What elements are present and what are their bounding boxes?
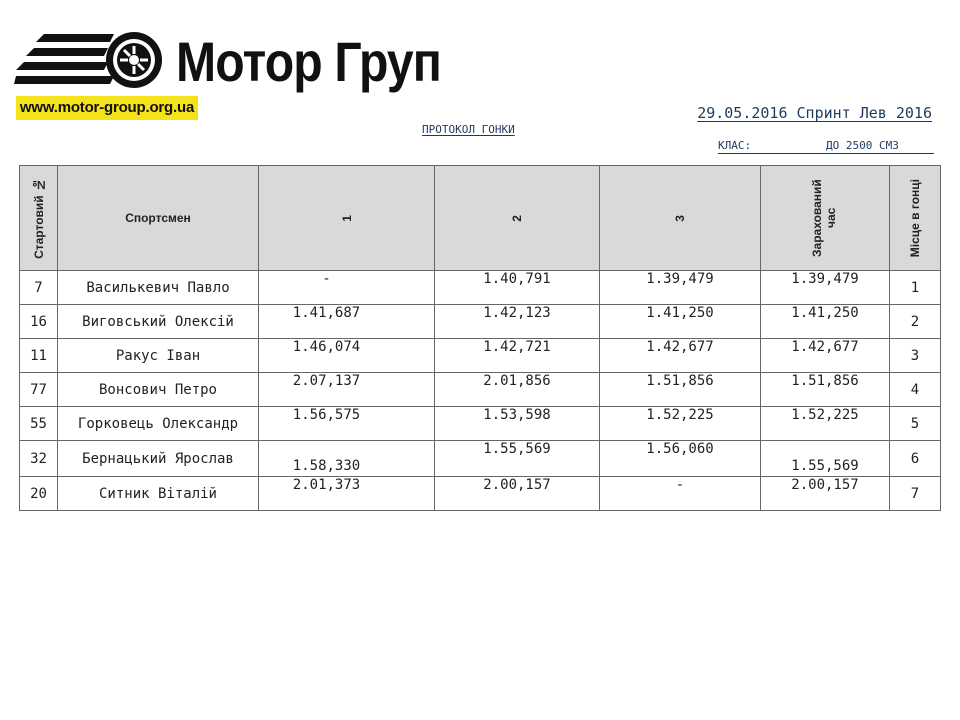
place-cell: 6 <box>890 441 941 477</box>
table-row <box>20 305 941 339</box>
counted-time-cell: 2.00,157 <box>761 477 890 511</box>
counted-time-cell: 1.55,569 <box>761 441 890 477</box>
athlete-name-cell: Виговський Олексій <box>58 305 259 339</box>
class-info <box>718 139 934 154</box>
run-2-cell: 1.42,721 <box>435 339 600 373</box>
run-2-cell: 2.01,856 <box>435 373 600 407</box>
run-2-cell: 1.40,791 <box>435 271 600 305</box>
start-number-cell: 32 <box>20 441 58 477</box>
run-3-cell: - <box>600 477 761 511</box>
run-1-cell: 2.01,373 <box>259 477 435 511</box>
run-1-cell: 2.07,137 <box>259 373 435 407</box>
class-value: ДО 2500 СМ3 <box>826 139 899 152</box>
place-cell: 1 <box>890 271 941 305</box>
athlete-name-cell: Вонсович Петро <box>58 373 259 407</box>
run-3-cell: 1.51,856 <box>600 373 761 407</box>
protocol-title: ПРОТОКОЛ ГОНКИ <box>422 123 515 136</box>
run-3-cell: 1.39,479 <box>600 271 761 305</box>
place-cell: 3 <box>890 339 941 373</box>
header-place: Місце в гонці <box>890 166 941 271</box>
header-counted-time: Зарахований час <box>761 166 890 271</box>
class-label: КЛАС: <box>718 139 752 152</box>
table-row <box>20 441 941 477</box>
place-cell: 5 <box>890 407 941 441</box>
run-1-cell: 1.56,575 <box>259 407 435 441</box>
run-3-cell: 1.56,060 <box>600 441 761 477</box>
results-table <box>19 165 941 511</box>
table-row <box>20 407 941 441</box>
run-3-cell: 1.41,250 <box>600 305 761 339</box>
wheel-logo-icon <box>14 28 174 92</box>
start-number-cell: 7 <box>20 271 58 305</box>
start-number-cell: 16 <box>20 305 58 339</box>
athlete-name-cell: Бернацький Ярослав <box>58 441 259 477</box>
header-row <box>20 166 941 271</box>
table-row <box>20 373 941 407</box>
athlete-name-cell: Ракус Іван <box>58 339 259 373</box>
header-run-2: 2 <box>435 166 600 271</box>
motor-group-logo <box>14 28 464 124</box>
run-3-cell: 1.42,677 <box>600 339 761 373</box>
start-number-cell: 20 <box>20 477 58 511</box>
table-row <box>20 477 941 511</box>
header-start-no: Стартовий № <box>20 166 58 271</box>
start-number-cell: 11 <box>20 339 58 373</box>
header-athlete: Спортсмен <box>58 166 259 271</box>
counted-time-cell: 1.51,856 <box>761 373 890 407</box>
header-run-1: 1 <box>259 166 435 271</box>
counted-time-cell: 1.42,677 <box>761 339 890 373</box>
place-cell: 2 <box>890 305 941 339</box>
run-2-cell: 1.55,569 <box>435 441 600 477</box>
athlete-name-cell: Ситник Віталій <box>58 477 259 511</box>
run-1-cell: 1.58,330 <box>259 441 435 477</box>
run-1-cell: 1.46,074 <box>259 339 435 373</box>
counted-time-cell: 1.39,479 <box>761 271 890 305</box>
table-row <box>20 271 941 305</box>
place-cell: 7 <box>890 477 941 511</box>
run-1-cell: - <box>259 271 435 305</box>
run-3-cell: 1.52,225 <box>600 407 761 441</box>
start-number-cell: 77 <box>20 373 58 407</box>
event-title: 29.05.2016 Спринт Лев 2016 <box>697 104 932 122</box>
header-run-3: 3 <box>600 166 761 271</box>
athlete-name-cell: Горковець Олександр <box>58 407 259 441</box>
table-row <box>20 339 941 373</box>
logo-url: www.motor-group.org.ua <box>16 96 198 120</box>
logo-wordmark: Мотор Груп <box>176 30 442 93</box>
run-2-cell: 2.00,157 <box>435 477 600 511</box>
counted-time-cell: 1.41,250 <box>761 305 890 339</box>
run-2-cell: 1.42,123 <box>435 305 600 339</box>
run-2-cell: 1.53,598 <box>435 407 600 441</box>
run-1-cell: 1.41,687 <box>259 305 435 339</box>
start-number-cell: 55 <box>20 407 58 441</box>
place-cell: 4 <box>890 373 941 407</box>
counted-time-cell: 1.52,225 <box>761 407 890 441</box>
athlete-name-cell: Василькевич Павло <box>58 271 259 305</box>
